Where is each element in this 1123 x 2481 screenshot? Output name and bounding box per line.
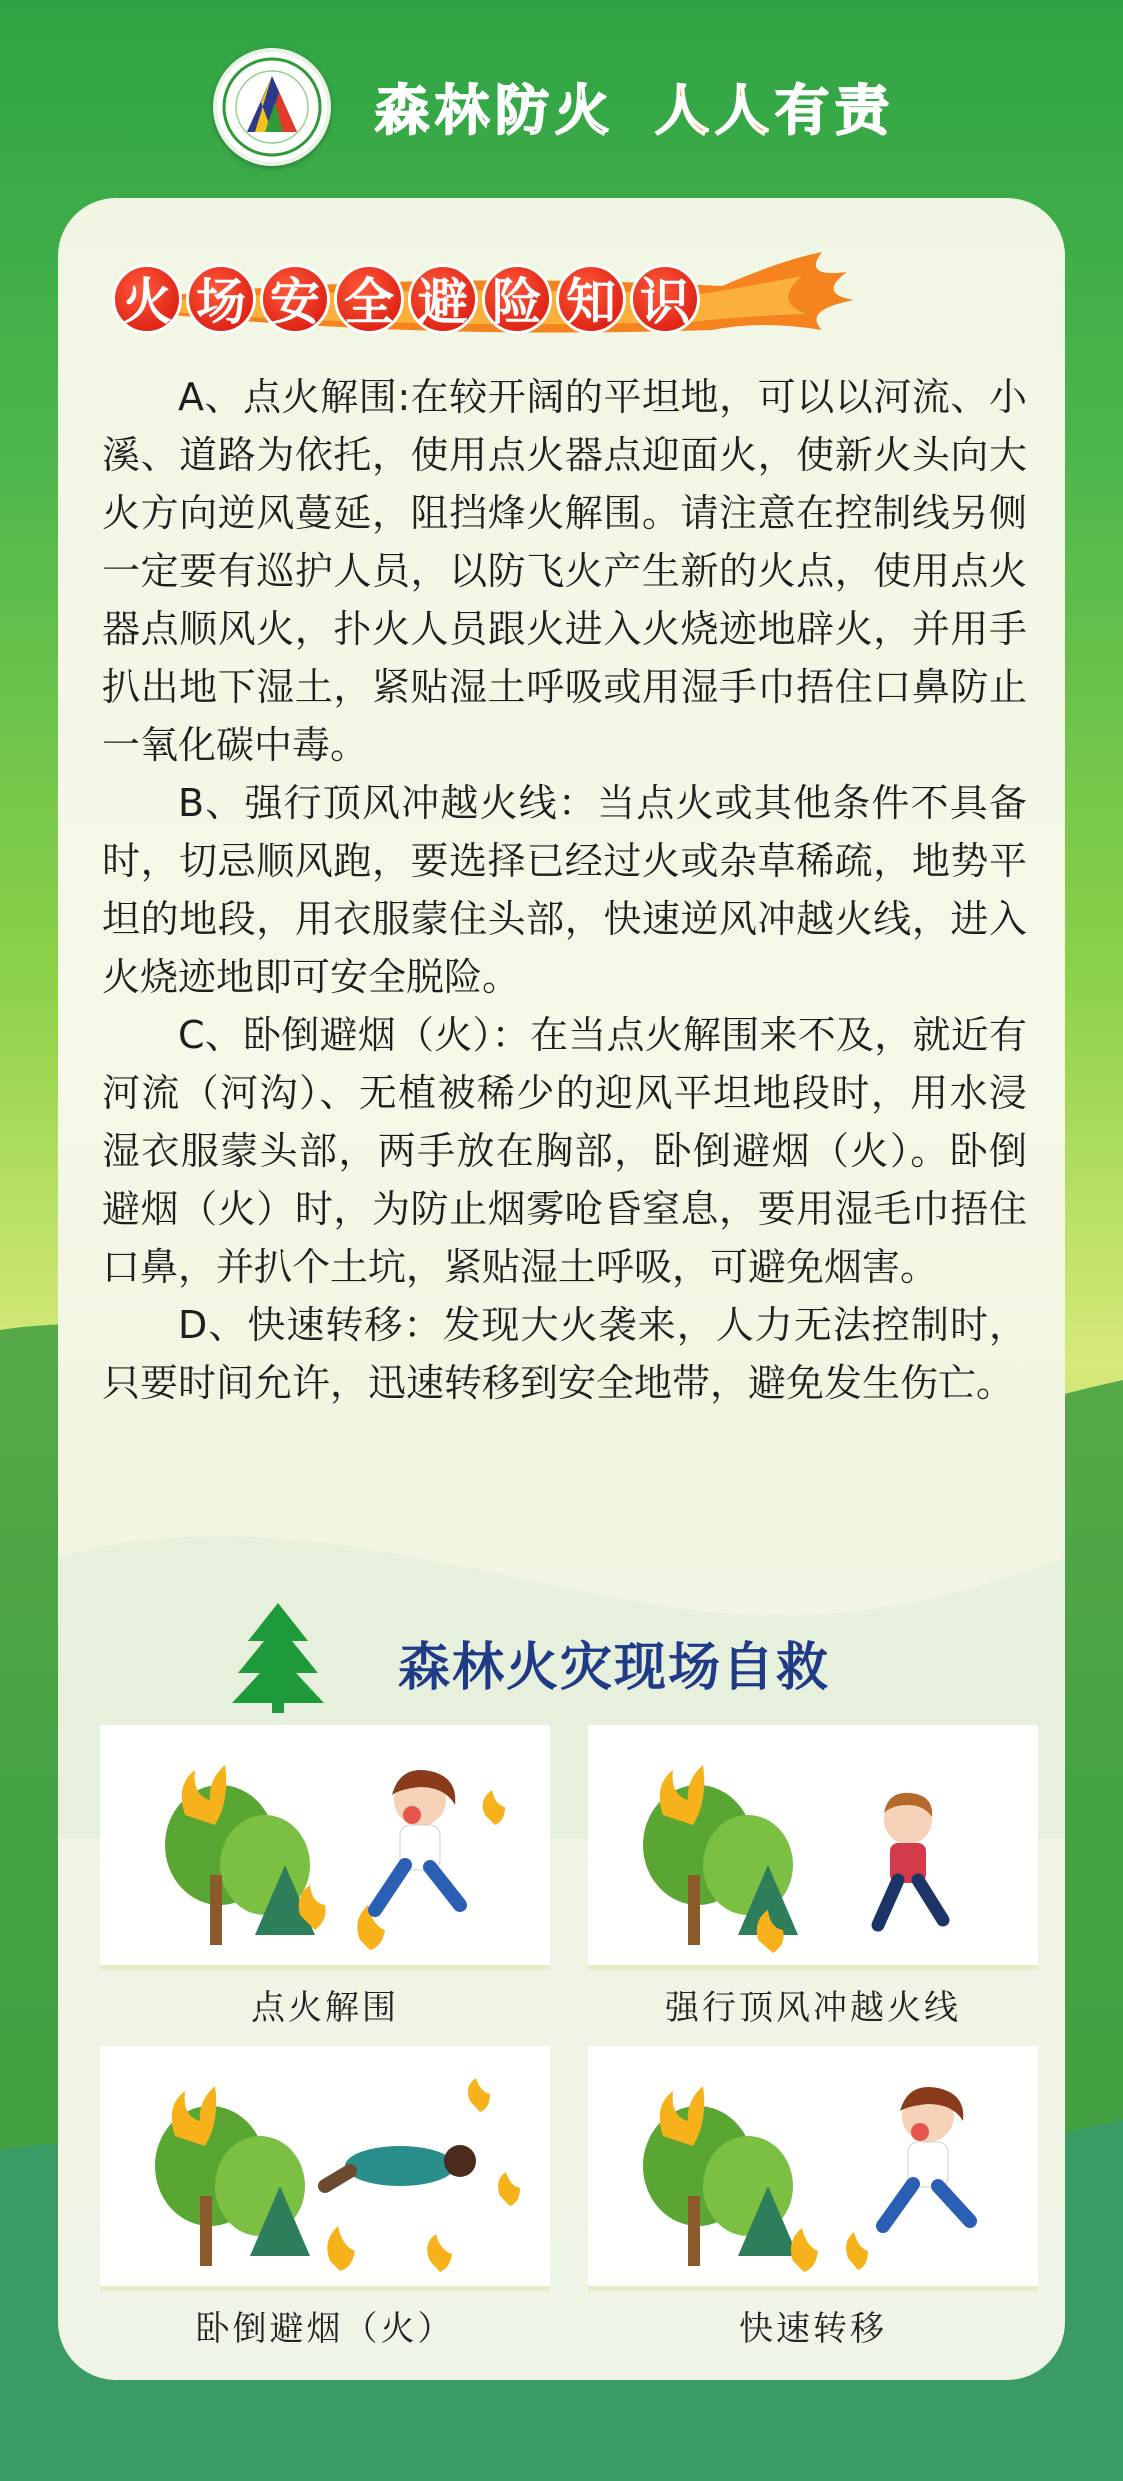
paragraph-b: B、强行顶风冲越火线：当点火或其他条件不具备时，切忌顺风跑，要选择已经过火或杂草稀疏，地势平坦的地段，用衣服蒙住头部，快速逆风冲越火线，进入火烧迹地即可安全脱险。 (102, 781, 1027, 999)
title-char-5: 避 (408, 264, 478, 334)
person-lying-down-icon (100, 2046, 550, 2291)
girl-running-from-fire-icon (100, 1725, 550, 1970)
illustration-caption-3: 卧倒避烟（火） (195, 2309, 455, 2349)
pine-tree-icon (228, 1603, 328, 1713)
illustration-card-3 (100, 2046, 550, 2291)
illustration-card-2 (588, 1725, 1038, 1970)
content-card (58, 198, 1065, 2380)
illustration-caption-1: 点火解围 (251, 1988, 399, 2028)
title-char-6: 险 (482, 264, 552, 334)
illustration-card-4 (588, 2046, 1038, 2291)
illustration-card-1 (100, 1725, 550, 1970)
title-char-4: 全 (334, 264, 404, 334)
illustration-caption-4: 快速转移 (739, 2309, 887, 2349)
title-char-2: 场 (186, 264, 256, 334)
section-title-banner (102, 250, 862, 350)
boy-running-through-fire-icon (588, 1725, 1038, 1970)
title-char-1: 火 (112, 264, 182, 334)
title-char-3: 安 (260, 264, 330, 334)
paragraph-a: A、点火解围:在较开阔的平坦地，可以以河流、小溪、道路为依托，使用点火器点迎面火，使新火头向大火方向逆风蔓延，阻挡烽火解围。请注意在控制线另侧一定要有巡护人员，以防飞火产生新的火点，使用点火器点顺风火，扑火人员跟火进入火烧迹地辟火，并用手扒出地下湿土，紧贴湿土呼吸或用湿手巾捂住口鼻防止一氧化碳中毒。 (102, 375, 1027, 767)
safety-knowledge-text (102, 368, 1027, 1412)
title-char-7: 知 (556, 264, 626, 334)
paragraph-c: C、卧倒避烟（火）：在当点火解围来不及，就近有河流（河沟）、无植被稀少的迎风平坦地段时，用水浸湿衣服蒙头部，两手放在胸部，卧倒避烟（火）。卧倒避烟（火）时，为防止烟雾呛昏窒息，要用湿毛巾捂住口鼻，并扒个土坑，紧贴湿土呼吸，可避免烟害。 (102, 1013, 1027, 1289)
title-char-8: 识 (630, 264, 700, 334)
mountain-emblem-icon (217, 52, 327, 162)
forest-fire-logo (213, 48, 331, 166)
sub-title: 森林火灾现场自救 (398, 1638, 831, 1698)
slogan-everyone-responsible: 人人有责 (655, 79, 895, 142)
header (0, 40, 1123, 180)
paragraph-d: D、快速转移：发现大火袭来，人力无法控制时，只要时间允许，迅速转移到安全地带，避免发生伤亡。 (102, 1303, 1027, 1405)
self-rescue-heading (228, 1603, 988, 1713)
girl-escaping-fire-icon (588, 2046, 1038, 2291)
illustration-caption-2: 强行顶风冲越火线 (665, 1988, 961, 2028)
slogan-forest-fire-prevention: 森林防火 (375, 79, 615, 142)
